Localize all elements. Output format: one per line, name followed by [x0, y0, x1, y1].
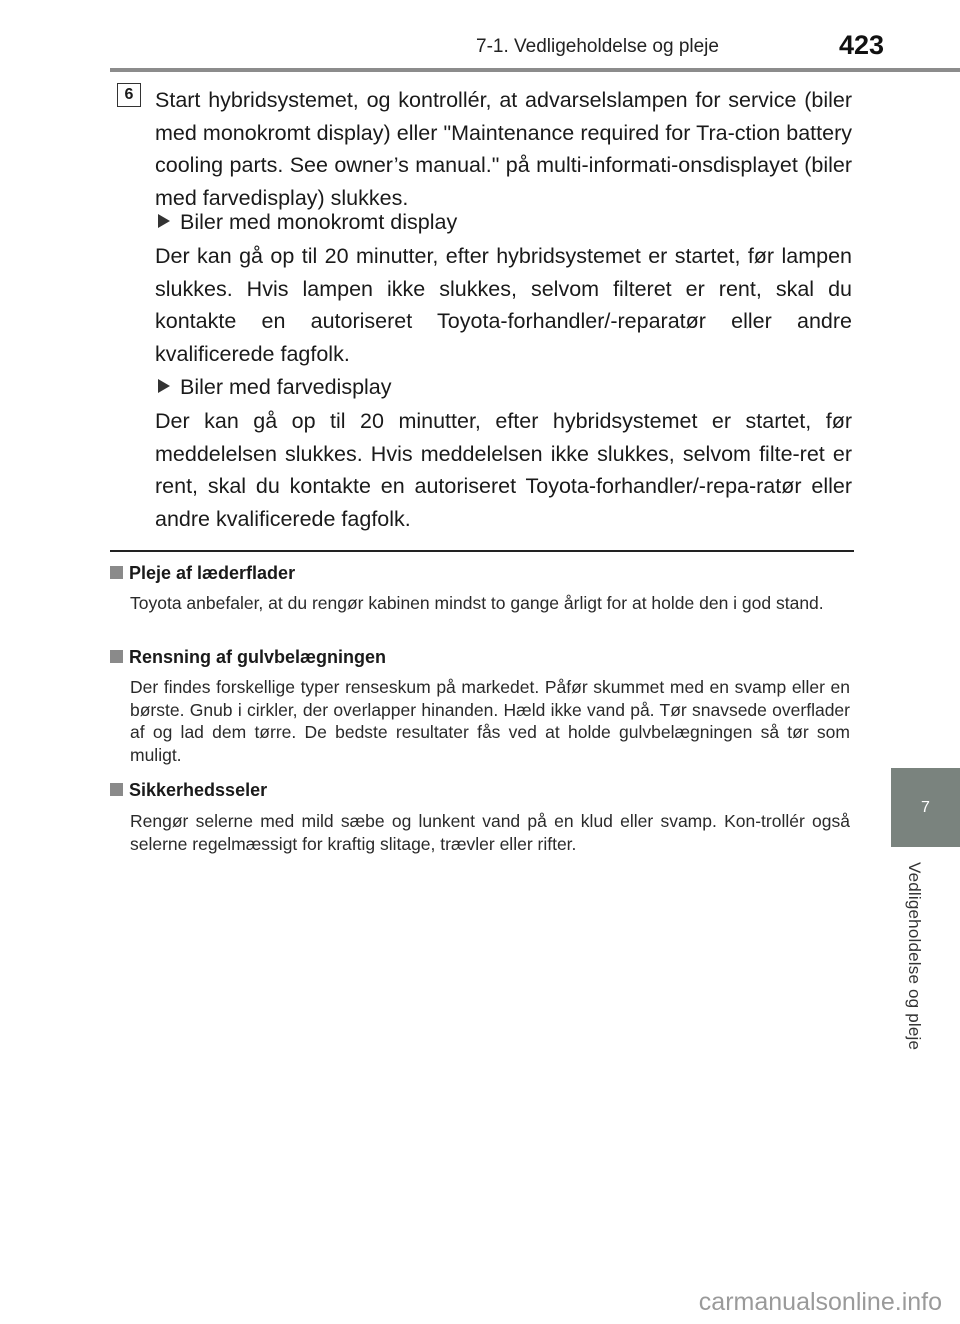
paragraph-color-display: Der kan gå op til 20 minutter, efter hybridsystemet er startet, før meddelelsen slukkes. Hvis meddelelsen ikke slukkes, selvom filte-ret er rent, skal du kontakte en autoriseret Toyota-forhandler/-repa-ratør eller andre kvalificerede fagfolk.	[155, 409, 852, 531]
square-bullet-icon	[110, 650, 123, 663]
watermark: carmanualsonline.info	[698, 1288, 942, 1316]
note-body-leather: Toyota anbefaler, at du rengør kabinen mindst to gange årligt for at holde den i god stand.	[130, 593, 824, 613]
header-section-title: 7-1. Vedligeholdelse og pleje	[476, 36, 719, 57]
triangle-bullet-icon	[158, 214, 170, 228]
note-body-floor: Der findes forskellige typer renseskum på markedet. Påfør skummet med en svamp eller en børste. Gnub i cirkler, der overlapper hinanden. Hæld ikke vand på. Tør snavsede overflader af og lad dem tørre. De bedste resultater fås ved at holde gulvbelægningen så tør som muligt.	[130, 677, 850, 765]
square-bullet-icon	[110, 783, 123, 796]
paragraph-monochrome: Der kan gå op til 20 minutter, efter hybridsystemet er startet, før lampen slukkes. Hvis lampen ikke slukkes, selvom filteret er rent, skal du kontakte en autoriseret Toyota-forhandler/-reparatør eller andre kvalificerede fagfolk.	[155, 244, 852, 366]
triangle-bullet-icon	[158, 379, 170, 393]
chapter-tab[interactable]: 7	[891, 768, 960, 847]
subheading-monochrome	[158, 206, 457, 238]
chapter-side-title: Vedligeholdelse og pleje	[905, 862, 924, 1051]
note-title: Sikkerhedsseler	[129, 780, 268, 800]
subheading-color-display	[158, 371, 392, 403]
step-number-box: 6	[117, 83, 141, 107]
page-number: 423	[838, 30, 884, 60]
note-title: Rensning af gulvbelægningen	[129, 647, 387, 667]
section-divider	[110, 550, 854, 552]
step-text: Start hybridsystemet, og kontrollér, at advarselslampen for service (biler med monokromt display) eller "Maintenance required for Tra-ction battery cooling parts. See owner’s manual." på multi-informati-onsdisplayet (biler med farvedisplay) slukkes.	[155, 88, 852, 210]
note-title: Pleje af læderflader	[129, 563, 296, 583]
subheading-color-label: Biler med farvedisplay	[180, 375, 392, 399]
note-heading-seatbelts	[110, 778, 267, 802]
subheading-monochrome-label: Biler med monokromt display	[180, 210, 458, 234]
square-bullet-icon	[110, 566, 123, 579]
note-heading-floor	[110, 645, 386, 669]
header-rule	[110, 68, 960, 72]
note-body-seatbelts: Rengør selerne med mild sæbe og lunkent vand på en klud eller svamp. Kon-trollér også selerne regelmæssigt for kraftig slitage, trævler eller rifter.	[130, 811, 850, 854]
note-heading-leather	[110, 561, 295, 585]
